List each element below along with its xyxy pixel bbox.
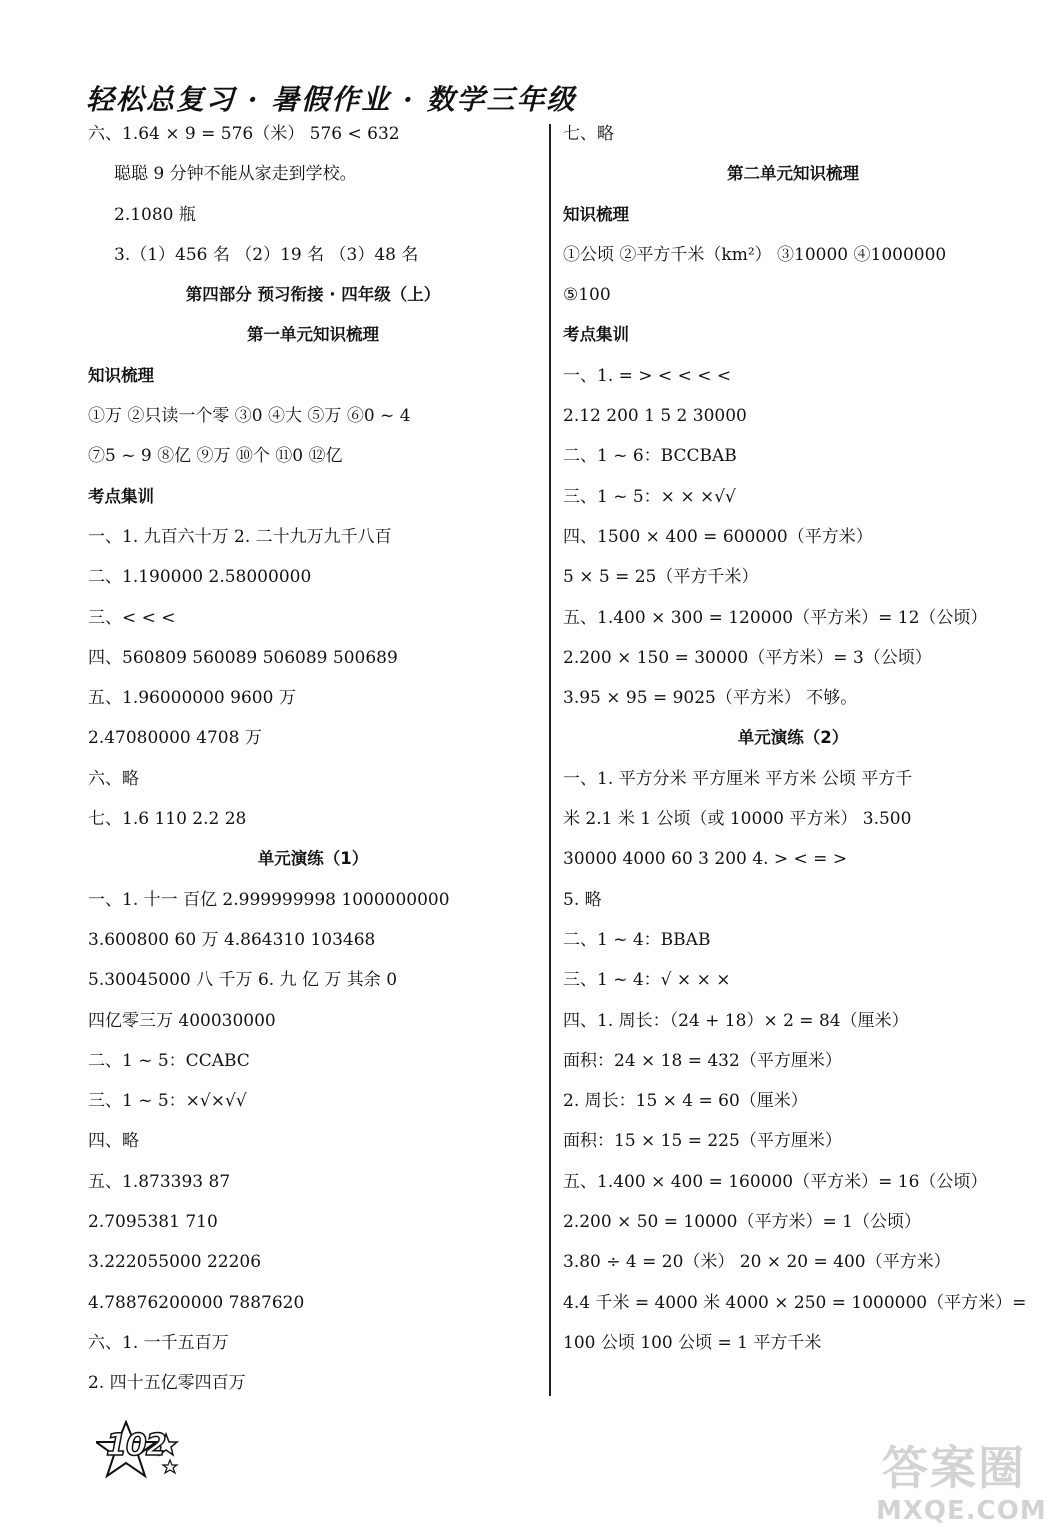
answer-line: 四亿零三万 400030000 <box>88 1010 276 1031</box>
answer-line: 3.222055000 22206 <box>88 1252 262 1273</box>
left-answer-column <box>88 114 538 1404</box>
answer-line: 六、1. 一千五百万 <box>88 1332 229 1353</box>
unit-heading: 单元演练（1） <box>257 849 369 869</box>
answer-line: 四、略 <box>88 1131 139 1152</box>
answer-line: ①万 ②只读一个零 ③0 ④大 ⑤万 ⑥0 ~ 4 <box>88 406 411 427</box>
answer-line: 2.7095381 710 <box>88 1212 218 1233</box>
page-number: 102 <box>106 1428 166 1463</box>
answer-line: 三、< < < <box>88 607 176 628</box>
answer-line: 2.200 × 150 = 30000（平方米）= 3（公顷） <box>563 647 932 668</box>
answer-line: ①公顷 ②平方千米（km²） ③10000 ④1000000 <box>563 244 947 265</box>
section-heading: 知识梳理 <box>563 204 629 224</box>
answer-line: 三、1 ~ 5：×√×√√ <box>88 1091 247 1112</box>
section-heading: 考点集训 <box>563 325 629 345</box>
section-heading: 考点集训 <box>88 486 154 506</box>
book-header-title: 轻松总复习 · 暑假作业 · 数学三年级 <box>86 83 577 116</box>
answer-line: ⑦5 ~ 9 ⑧亿 ⑨万 ⑩个 ⑪0 ⑫亿 <box>88 446 343 467</box>
answer-line: 3.（1）456 名 （2）19 名 （3）48 名 <box>114 244 419 265</box>
answer-line: 五、1.400 × 400 = 160000（平方米）= 16（公顷） <box>563 1171 988 1192</box>
answer-line: 2. 周长：15 × 4 = 60（厘米） <box>563 1091 808 1112</box>
answer-line: 一、1. 平方分米 平方厘米 平方米 公顷 平方千 <box>563 768 913 789</box>
answer-line: 2.12 200 1 5 2 30000 <box>563 406 747 427</box>
answer-line: 四、1500 × 400 = 600000（平方米） <box>563 526 873 547</box>
watermark <box>870 1430 1047 1530</box>
answer-line: 3.80 ÷ 4 = 20（米） 20 × 20 = 400（平方米） <box>563 1252 951 1273</box>
answer-line: 聪聪 9 分钟不能从家走到学校。 <box>114 164 357 185</box>
answer-line: 2. 四十五亿零四百万 <box>88 1373 246 1394</box>
answer-line: 二、1 ~ 6：BCCBAB <box>563 446 737 467</box>
answer-line: 三、1 ~ 4：√ × × × <box>563 970 731 991</box>
watermark-text: 答案圈 <box>882 1441 1026 1495</box>
answer-line: 30000 4000 60 3 200 4. > < = > <box>563 849 848 870</box>
answer-line: 一、1. = > < < < < <box>563 365 732 386</box>
answer-line: 5 × 5 = 25（平方千米） <box>563 567 759 588</box>
answer-line: 面积：15 × 15 = 225（平方厘米） <box>563 1131 842 1152</box>
part-heading: 第四部分 预习衔接 · 四年级（上） <box>185 285 441 305</box>
answer-line: 五、1.873393 87 <box>88 1171 231 1192</box>
answer-line: 2.1080 瓶 <box>114 204 196 225</box>
answer-line: 5. 略 <box>563 889 602 910</box>
answer-line: 一、1. 十一 百亿 2.999999998 1000000000 <box>88 889 450 910</box>
answer-line: 四、560809 560089 506089 500689 <box>88 647 398 668</box>
answer-line: 2.200 × 50 = 10000（平方米）= 1（公顷） <box>563 1212 921 1233</box>
section-heading: 知识梳理 <box>88 365 154 385</box>
answer-line: 一、1. 九百六十万 2. 二十九万九千八百 <box>88 526 392 547</box>
answer-line: 七、略 <box>563 124 614 144</box>
answer-line: 二、1 ~ 5：CCABC <box>88 1050 250 1071</box>
answer-line: 六、略 <box>88 768 139 789</box>
answer-line: ⑤100 <box>563 285 611 306</box>
answer-line: 4.4 千米 = 4000 米 4000 × 250 = 1000000（平方米）= <box>563 1292 1027 1313</box>
watermark-url: MXQE.COM <box>876 1496 1047 1526</box>
answer-line: 3.600800 60 万 4.864310 103468 <box>88 929 376 950</box>
answer-line: 米 2.1 米 1 公顷（或 10000 平方米） 3.500 <box>563 809 912 830</box>
answer-line: 五、1.96000000 9600 万 <box>88 688 296 709</box>
answer-line: 六、1.64 × 9 = 576（米） 576 < 632 <box>88 124 400 144</box>
unit-heading: 第二单元知识梳理 <box>727 164 859 184</box>
column-divider <box>549 124 551 1396</box>
answer-line: 2.47080000 4708 万 <box>88 728 262 749</box>
right-answer-column <box>563 114 1027 1363</box>
unit-heading: 第一单元知识梳理 <box>247 325 379 345</box>
answer-line: 3.95 × 95 = 9025（平方米） 不够。 <box>563 688 858 709</box>
answer-line: 100 公顷 100 公顷 = 1 平方千米 <box>563 1332 822 1353</box>
answer-line: 5.30045000 八 千万 6. 九 亿 万 其余 0 <box>88 970 398 991</box>
answer-line: 4.78876200000 7887620 <box>88 1292 305 1313</box>
answer-line: 面积：24 × 18 = 432（平方厘米） <box>563 1050 842 1071</box>
page-number-badge <box>96 1420 186 1490</box>
unit-heading: 单元演练（2） <box>737 728 849 748</box>
answer-line: 四、1. 周长：（24 + 18）× 2 = 84（厘米） <box>563 1010 909 1031</box>
answer-line: 二、1 ~ 4：BBAB <box>563 929 711 950</box>
answer-line: 五、1.400 × 300 = 120000（平方米）= 12（公顷） <box>563 607 988 628</box>
answer-line: 二、1.190000 2.58000000 <box>88 567 312 588</box>
answer-line: 三、1 ~ 5：× × ×√√ <box>563 486 736 507</box>
answer-line: 七、1.6 110 2.2 28 <box>88 809 247 830</box>
